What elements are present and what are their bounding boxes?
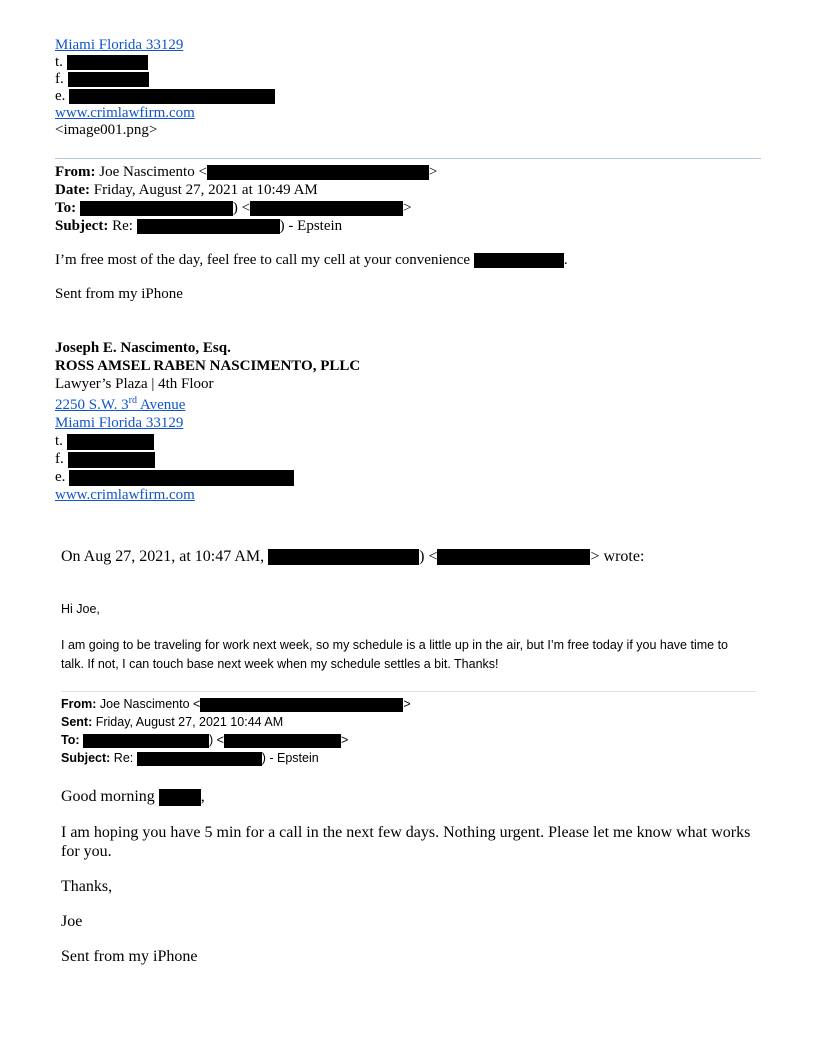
redaction-box bbox=[200, 698, 403, 712]
redaction-box bbox=[207, 165, 429, 180]
redaction-box bbox=[224, 734, 341, 748]
header-divider bbox=[55, 158, 761, 159]
to-label: To: bbox=[55, 200, 77, 216]
redaction-box bbox=[83, 734, 209, 748]
greeting-suffix: , bbox=[200, 788, 205, 805]
sent-label: Sent: bbox=[61, 715, 93, 729]
quote-greeting bbox=[61, 601, 100, 618]
date-value: Friday, August 27, 2021 at 10:49 AM bbox=[93, 182, 318, 198]
header1-to bbox=[55, 200, 412, 217]
subject-label: Subject: bbox=[55, 218, 109, 234]
redaction-box bbox=[68, 72, 149, 87]
quote-body-text: I am going to be traveling for work next week, so my schedule is a little up in the air, but I’m free today if you have time to talk. If not, I can touch base next week when my schedule settles a bit. Thanks! bbox=[61, 638, 728, 671]
redaction-box bbox=[137, 752, 262, 766]
sig-website-link[interactable]: www.crimlawfirm.com bbox=[55, 487, 195, 503]
quote-attribution bbox=[61, 548, 644, 565]
header2-from bbox=[61, 696, 411, 713]
sig-street-link[interactable] bbox=[55, 397, 185, 414]
sig-email-label: e. bbox=[55, 469, 66, 485]
street-pre: 2250 S.W. 3 bbox=[55, 397, 129, 413]
message2-sent-from bbox=[61, 948, 197, 965]
quote-mid: ) < bbox=[419, 548, 438, 565]
from-label: From: bbox=[55, 164, 96, 180]
from-label: From: bbox=[61, 697, 97, 711]
sent-from-text: Sent from my iPhone bbox=[55, 286, 183, 302]
redaction-box bbox=[268, 549, 419, 565]
to-close: > bbox=[403, 200, 412, 216]
to-close: > bbox=[340, 733, 349, 747]
redaction-box bbox=[250, 201, 403, 216]
message2-thanks bbox=[61, 878, 112, 895]
top-email-line bbox=[55, 88, 275, 105]
top-website-line[interactable] bbox=[55, 105, 195, 122]
top-phone-line bbox=[55, 54, 148, 71]
sig-firm bbox=[55, 358, 360, 375]
header2-divider bbox=[61, 691, 756, 692]
thanks-text: Thanks, bbox=[61, 878, 113, 895]
message2-body-text: I am hoping you have 5 min for a call in the next few days. Nothing urgent. Please let me know what works for you. bbox=[61, 824, 751, 860]
date-label: Date: bbox=[55, 182, 90, 198]
greeting-prefix: Good morning bbox=[61, 788, 155, 805]
top-city-link[interactable] bbox=[55, 37, 183, 54]
header2-subject bbox=[61, 750, 319, 767]
top-fax-label: f. bbox=[55, 71, 64, 87]
sig-email-line bbox=[55, 469, 294, 486]
message1-body bbox=[55, 252, 568, 269]
header1-from bbox=[55, 164, 437, 181]
attachment-name: <image001.png> bbox=[55, 122, 158, 138]
subject-label: Subject: bbox=[61, 751, 111, 765]
sig-building-text: Lawyer’s Plaza | 4th Floor bbox=[55, 376, 214, 392]
message1-sent-from bbox=[55, 286, 183, 303]
message1-period: . bbox=[563, 252, 568, 268]
top-city-link-text[interactable]: Miami Florida 33129 bbox=[55, 37, 184, 53]
redaction-box bbox=[159, 789, 201, 806]
from-close: > bbox=[403, 697, 411, 711]
to-label: To: bbox=[61, 733, 80, 747]
from-name: Joe Nascimento < bbox=[99, 697, 201, 711]
sig-building bbox=[55, 376, 214, 393]
header2-to bbox=[61, 732, 348, 749]
redaction-box bbox=[80, 201, 233, 216]
to-mid: ) < bbox=[232, 200, 251, 216]
message2-body bbox=[61, 823, 761, 861]
message1-text: I’m free most of the day, feel free to call my cell at your convenience bbox=[55, 252, 471, 268]
header2-sent bbox=[61, 714, 283, 731]
quote-on-prefix: On Aug 27, 2021, at 10:47 AM, bbox=[61, 548, 265, 565]
redaction-box bbox=[67, 434, 154, 450]
sent-value: Friday, August 27, 2021 10:44 AM bbox=[95, 715, 284, 729]
redaction-box bbox=[69, 89, 275, 104]
message2-greeting bbox=[61, 788, 205, 806]
sent-from-text: Sent from my iPhone bbox=[61, 948, 198, 965]
redaction-box bbox=[474, 253, 564, 268]
redaction-box bbox=[69, 470, 294, 486]
signoff-text: Joe bbox=[61, 913, 83, 930]
header1-subject bbox=[55, 218, 342, 235]
quote-body bbox=[61, 636, 751, 674]
from-name: Joe Nascimento < bbox=[99, 164, 207, 180]
sig-name-text: Joseph E. Nascimento, Esq. bbox=[55, 340, 231, 356]
top-phone-label: t. bbox=[55, 54, 63, 70]
top-fax-line bbox=[55, 71, 149, 88]
sig-city-link[interactable] bbox=[55, 415, 183, 432]
sig-street-text[interactable] bbox=[55, 397, 185, 413]
subject-suffix: ) - Epstein bbox=[261, 751, 319, 765]
sig-city-text[interactable]: Miami Florida 33129 bbox=[55, 415, 184, 431]
sig-fax-line bbox=[55, 451, 155, 468]
message2-signoff bbox=[61, 913, 82, 930]
attachment-line bbox=[55, 122, 157, 139]
header1-date bbox=[55, 182, 318, 199]
street-post: Avenue bbox=[136, 397, 186, 413]
redaction-box bbox=[437, 549, 590, 565]
top-email-label: e. bbox=[55, 88, 66, 104]
top-website-link[interactable]: www.crimlawfirm.com bbox=[55, 105, 195, 121]
sig-phone-line bbox=[55, 433, 154, 450]
redaction-box bbox=[67, 55, 148, 70]
subject-prefix: Re: bbox=[112, 218, 133, 234]
sig-website-line[interactable] bbox=[55, 487, 195, 504]
sig-fax-label: f. bbox=[55, 451, 64, 467]
from-close: > bbox=[428, 164, 438, 180]
redaction-box bbox=[137, 219, 280, 234]
street-sup: rd bbox=[128, 395, 137, 406]
sig-firm-text: ROSS AMSEL RABEN NASCIMENTO, PLLC bbox=[55, 358, 361, 374]
subject-suffix: ) - Epstein bbox=[279, 218, 343, 234]
to-mid: ) < bbox=[209, 733, 224, 747]
redaction-box bbox=[68, 452, 155, 468]
sig-phone-label: t. bbox=[55, 433, 63, 449]
quote-wrote: > wrote: bbox=[590, 548, 645, 565]
sig-name bbox=[55, 340, 231, 357]
subject-prefix: Re: bbox=[113, 751, 134, 765]
quote-greeting-text: Hi Joe, bbox=[61, 602, 100, 616]
